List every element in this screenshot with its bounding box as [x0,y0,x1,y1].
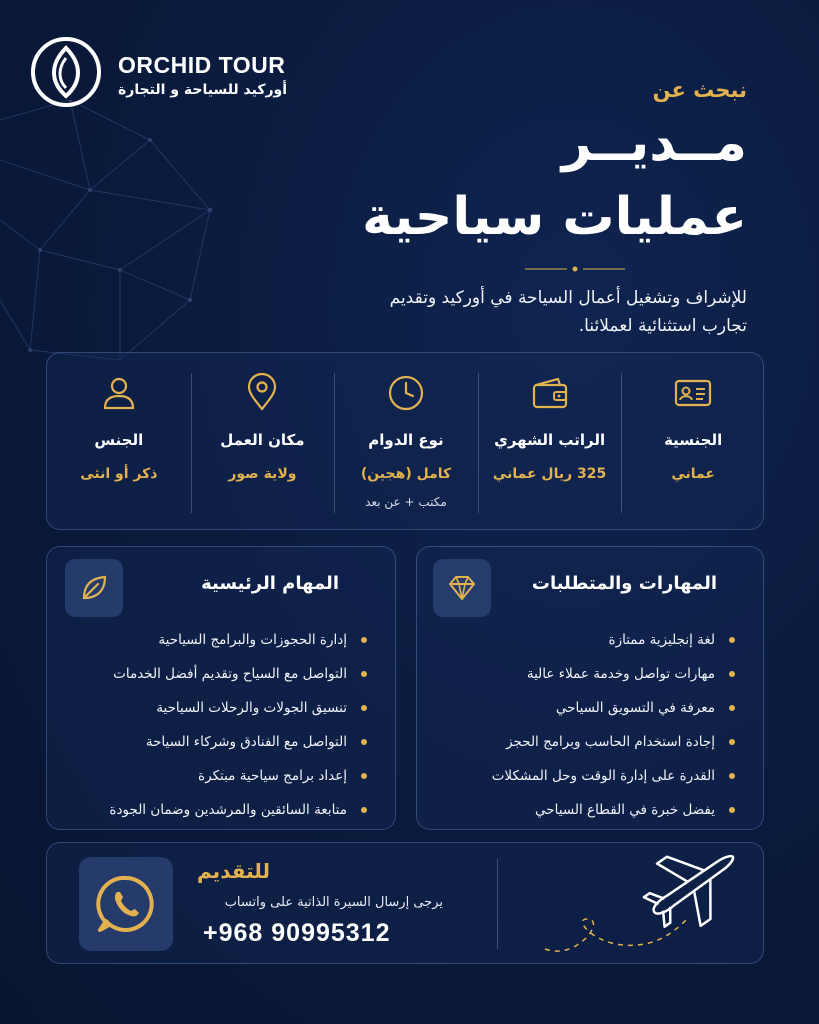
list-item [492,657,739,691]
bullet-dot [729,671,735,677]
skills-list [492,623,739,827]
list-item [492,759,739,793]
info-value: كامل (هجين) [360,466,452,482]
list-item [492,623,739,657]
leaf-icon [78,572,110,604]
id-card-icon [673,373,713,413]
brand-name-ar: أوركيد للسياحة و التجارة [118,82,288,98]
info-label: الجنسية [664,431,723,449]
bullet-dot [361,671,367,677]
info-gender [47,353,191,531]
clock-icon [386,373,426,413]
whatsapp-button[interactable] [79,857,173,951]
bullet-dot [361,739,367,745]
list-item-text: متابعة السائقين والمرشدين وضمان الجودة [109,802,347,818]
info-nationality [621,353,765,531]
info-separator [478,373,479,513]
info-label: الجنس [94,431,144,449]
job-title-line1: مــديــر [561,113,747,173]
bullet-dot [361,637,367,643]
apply-description: يرجى إرسال السيرة الذاتية على واتساب [224,895,443,910]
bullet-dot [729,807,735,813]
wallet-icon [530,373,570,413]
skills-icon-box [433,559,491,617]
location-pin-icon [242,373,282,413]
list-item-text: لغة إنجليزية ممتازة [608,632,715,648]
list-item-text: التواصل مع الفنادق وشركاء السياحة [145,734,347,750]
list-item-text: مهارات تواصل وخدمة عملاء عالية [526,666,715,682]
apply-card [46,842,764,964]
list-item [492,793,739,827]
apply-title: للتقديم [197,859,270,883]
kicker-text: نبحث عن [652,78,747,102]
airplane-icon [537,849,737,961]
job-title-line2: عمليات سياحية [362,187,747,247]
job-info-card [46,352,764,530]
info-separator [191,373,192,513]
list-item [109,623,371,657]
list-item-text: إعداد برامج سياحية مبتكرة [198,768,347,784]
tasks-title: المهام الرئيسية [201,573,339,594]
info-value: ولاية صور [228,466,297,482]
list-item [109,793,371,827]
bullet-dot [729,773,735,779]
info-location [191,353,335,531]
list-item-text: إدارة الحجوزات والبرامج السياحية [158,632,347,648]
list-item-text: القدرة على إدارة الوقت وحل المشكلات [491,768,715,784]
bullet-dot [361,807,367,813]
tasks-icon-box [65,559,123,617]
orchid-logo [30,36,102,108]
info-work-type [334,353,478,531]
bullet-dot [729,739,735,745]
list-item [109,725,371,759]
bullet-dot [729,705,735,711]
bullet-dot [361,705,367,711]
phone-number[interactable]: +968 90995312 [203,919,391,947]
info-label: نوع الدوام [368,431,444,449]
list-item [109,657,371,691]
decorative-network-lines [0,100,220,370]
info-label: مكان العمل [220,431,305,449]
intro-text: للإشراف وتشغيل أعمال السياحة في أوركيد وتقديم تجارب استثنائية لعملائنا. [389,288,747,337]
info-value: 325 ريال عماني [492,466,607,482]
info-separator [621,373,622,513]
tasks-list [109,623,371,827]
list-item-text: إجادة استخدام الحاسب وبرامج الحجز [506,734,715,750]
skills-title: المهارات والمتطلبات [531,573,717,594]
list-item [109,759,371,793]
list-item [109,691,371,725]
bullet-dot [361,773,367,779]
diamond-icon [446,572,478,604]
skills-card [416,546,764,830]
info-value: ذكر أو انثى [80,466,158,482]
list-item-text: معرفة في التسويق السياحي [555,700,715,716]
info-label: الراتب الشهري [494,431,606,449]
list-item-text: التواصل مع السياح وتقديم أفضل الخدمات [113,666,347,682]
info-salary [478,353,622,531]
info-value: عماني [671,466,715,482]
whatsapp-icon [94,872,158,936]
brand-name-en: ORCHID TOUR [118,52,286,78]
apply-separator [497,859,498,949]
tasks-card [46,546,396,830]
list-item [492,691,739,725]
person-icon [99,373,139,413]
list-item [492,725,739,759]
info-separator [334,373,335,513]
info-subvalue: مكتب + عن بعد [365,495,447,509]
title-divider [525,266,625,272]
list-item-text: تنسيق الجولات والرحلات السياحية [156,700,347,716]
bullet-dot [729,637,735,643]
list-item-text: يفضل خبرة في القطاع السياحي [535,802,715,818]
